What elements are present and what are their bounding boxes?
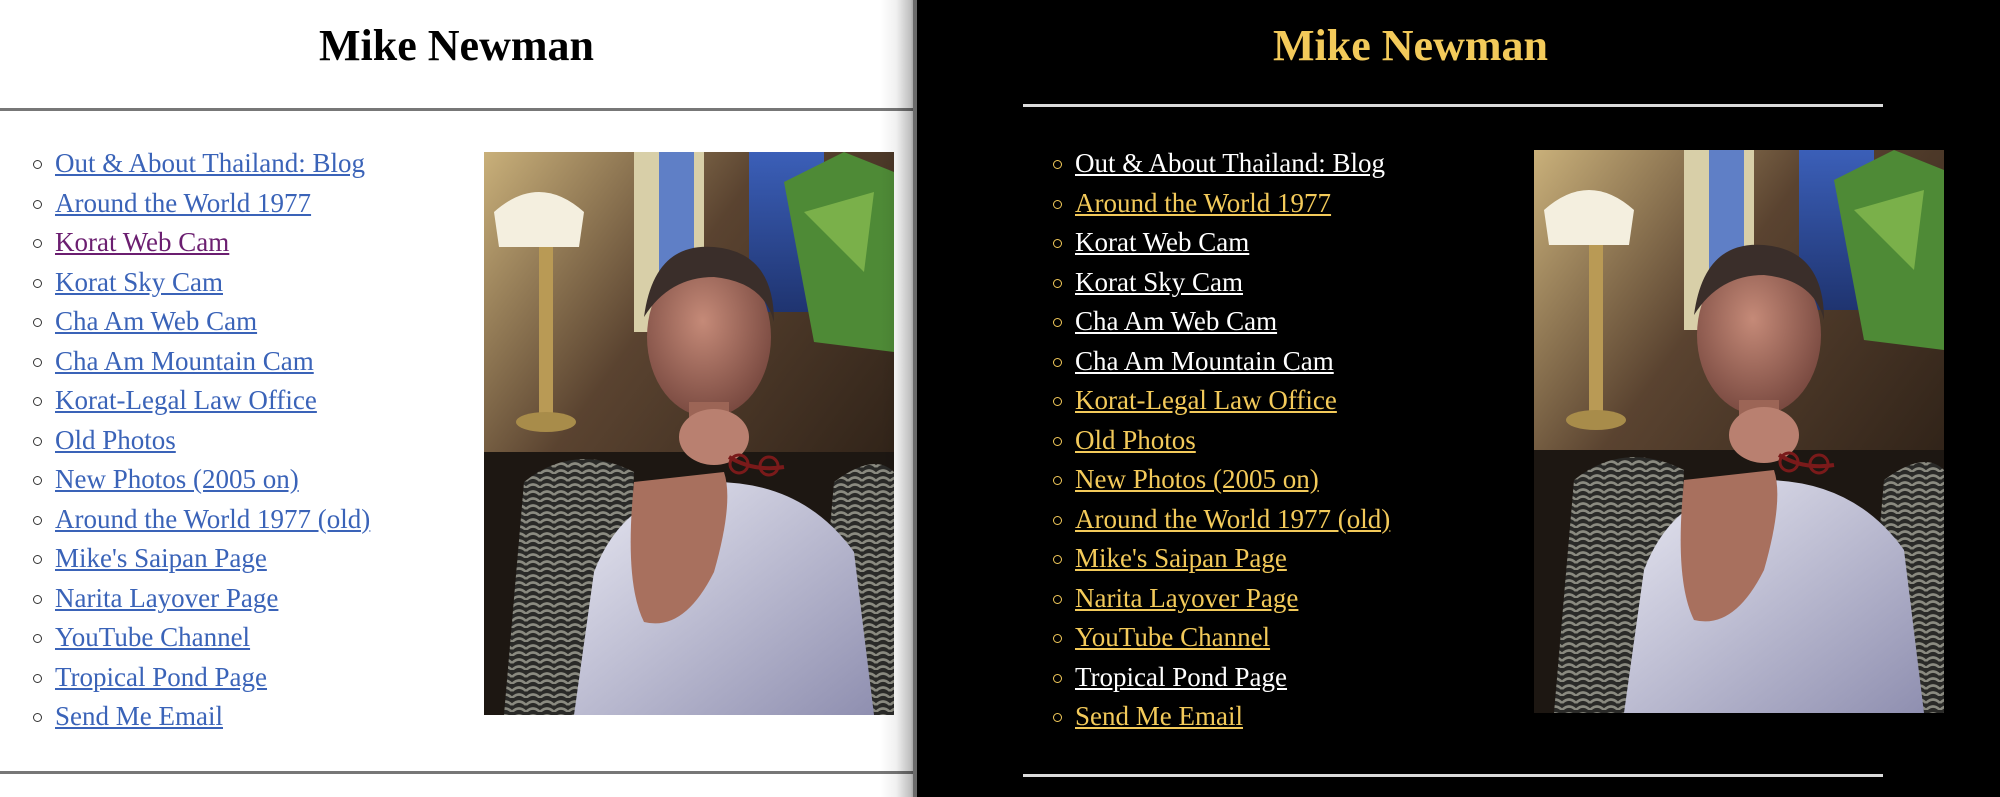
page-title-dark: Mike Newman (1273, 21, 1548, 70)
list-item (1053, 540, 1390, 580)
pane-shadow (880, 0, 916, 797)
hollow-circle-icon (33, 200, 42, 209)
link-cha-am-web-cam-dark[interactable]: Cha Am Web Cam (1075, 306, 1278, 336)
link-blog-dark[interactable]: Out & About Thailand: Blog (1075, 148, 1385, 178)
link-send-email-dark[interactable]: Send Me Email (1075, 701, 1243, 731)
list-item (33, 224, 370, 264)
link-youtube-channel[interactable]: YouTube Channel (55, 622, 251, 652)
hollow-circle-icon (33, 634, 42, 643)
link-blog[interactable]: Out & About Thailand: Blog (55, 148, 365, 178)
link-cha-am-mountain-cam-dark[interactable]: Cha Am Mountain Cam (1075, 345, 1334, 376)
link-list-dark (1053, 145, 1390, 738)
dark-theme-pane (913, 0, 2000, 797)
hollow-circle-icon (1053, 713, 1062, 722)
link-saipan-page-dark[interactable]: Mike's Saipan Page (1075, 543, 1287, 573)
hollow-circle-icon (1053, 397, 1062, 406)
link-korat-sky-cam[interactable]: Korat Sky Cam (55, 266, 223, 297)
link-send-email[interactable]: Send Me Email (55, 701, 223, 731)
link-new-photos-dark[interactable]: New Photos (2005 on) (1075, 464, 1319, 494)
list-item (33, 343, 370, 383)
hollow-circle-icon (1053, 160, 1062, 169)
link-korat-sky-cam-dark[interactable]: Korat Sky Cam (1075, 266, 1243, 297)
list-item (1053, 619, 1390, 659)
hollow-circle-icon (33, 397, 42, 406)
list-item (1053, 343, 1390, 383)
list-item (1053, 461, 1390, 501)
list-item (1053, 303, 1390, 343)
hollow-circle-icon (1053, 516, 1062, 525)
hollow-circle-icon (33, 595, 42, 604)
link-tropical-pond[interactable]: Tropical Pond Page (55, 661, 268, 692)
list-item (33, 185, 370, 225)
list-item (33, 501, 370, 541)
portrait-photo-dark (1534, 150, 1944, 713)
hollow-circle-icon (1053, 200, 1062, 209)
bottom-divider (0, 771, 913, 774)
link-around-the-world-1977-old[interactable]: Around the World 1977 (old) (55, 503, 371, 534)
list-item (1053, 580, 1390, 620)
light-theme-pane (0, 0, 913, 797)
hollow-circle-icon (1053, 358, 1062, 367)
hollow-circle-icon (33, 318, 42, 327)
list-item (33, 303, 370, 343)
link-tropical-pond-dark[interactable]: Tropical Pond Page (1075, 661, 1288, 692)
hollow-circle-icon (33, 279, 42, 288)
hollow-circle-icon (1053, 634, 1062, 643)
link-saipan-page[interactable]: Mike's Saipan Page (55, 543, 267, 573)
hollow-circle-icon (33, 160, 42, 169)
hollow-circle-icon (33, 437, 42, 446)
hollow-circle-icon (1053, 555, 1062, 564)
list-item (33, 382, 370, 422)
link-old-photos[interactable]: Old Photos (55, 424, 176, 455)
list-item (1053, 382, 1390, 422)
link-around-the-world-1977-dark[interactable]: Around the World 1977 (1075, 187, 1332, 218)
list-item (33, 619, 370, 659)
list-item (33, 422, 370, 462)
top-divider-dark (1023, 104, 1883, 107)
bottom-divider-dark (1023, 774, 1883, 777)
hollow-circle-icon (33, 516, 42, 525)
list-item (1053, 264, 1390, 304)
link-cha-am-mountain-cam[interactable]: Cha Am Mountain Cam (55, 345, 314, 376)
hollow-circle-icon (33, 713, 42, 722)
list-item (33, 145, 370, 185)
link-around-the-world-1977[interactable]: Around the World 1977 (55, 187, 312, 218)
hollow-circle-icon (33, 239, 42, 248)
list-item (1053, 659, 1390, 699)
list-item (33, 264, 370, 304)
list-item (1053, 698, 1390, 738)
hollow-circle-icon (1053, 239, 1062, 248)
link-old-photos-dark[interactable]: Old Photos (1075, 424, 1196, 455)
hollow-circle-icon (1053, 318, 1062, 327)
link-list (33, 145, 370, 738)
hollow-circle-icon (1053, 279, 1062, 288)
link-narita-layover[interactable]: Narita Layover Page (55, 582, 279, 613)
list-item (1053, 224, 1390, 264)
list-item (1053, 185, 1390, 225)
link-narita-layover-dark[interactable]: Narita Layover Page (1075, 582, 1299, 613)
link-korat-web-cam-dark[interactable]: Korat Web Cam (1075, 227, 1250, 257)
hollow-circle-icon (33, 674, 42, 683)
hollow-circle-icon (33, 555, 42, 564)
hollow-circle-icon (33, 358, 42, 367)
list-item (1053, 145, 1390, 185)
top-divider (0, 108, 913, 111)
link-korat-legal-dark[interactable]: Korat-Legal Law Office (1075, 385, 1337, 415)
portrait-photo (484, 152, 894, 715)
list-item (33, 580, 370, 620)
list-item (33, 698, 370, 738)
link-around-the-world-1977-old-dark[interactable]: Around the World 1977 (old) (1075, 503, 1391, 534)
list-item (33, 659, 370, 699)
list-item (1053, 422, 1390, 462)
list-item (1053, 501, 1390, 541)
list-item (33, 540, 370, 580)
link-korat-web-cam[interactable]: Korat Web Cam (55, 227, 230, 257)
link-korat-legal[interactable]: Korat-Legal Law Office (55, 385, 317, 415)
hollow-circle-icon (1053, 674, 1062, 683)
list-item (33, 461, 370, 501)
pane-divider[interactable] (913, 0, 917, 797)
link-new-photos[interactable]: New Photos (2005 on) (55, 464, 299, 494)
hollow-circle-icon (33, 476, 42, 485)
link-youtube-channel-dark[interactable]: YouTube Channel (1075, 622, 1271, 652)
hollow-circle-icon (1053, 476, 1062, 485)
page-title: Mike Newman (319, 21, 594, 70)
hollow-circle-icon (1053, 437, 1062, 446)
hollow-circle-icon (1053, 595, 1062, 604)
link-cha-am-web-cam[interactable]: Cha Am Web Cam (55, 306, 258, 336)
